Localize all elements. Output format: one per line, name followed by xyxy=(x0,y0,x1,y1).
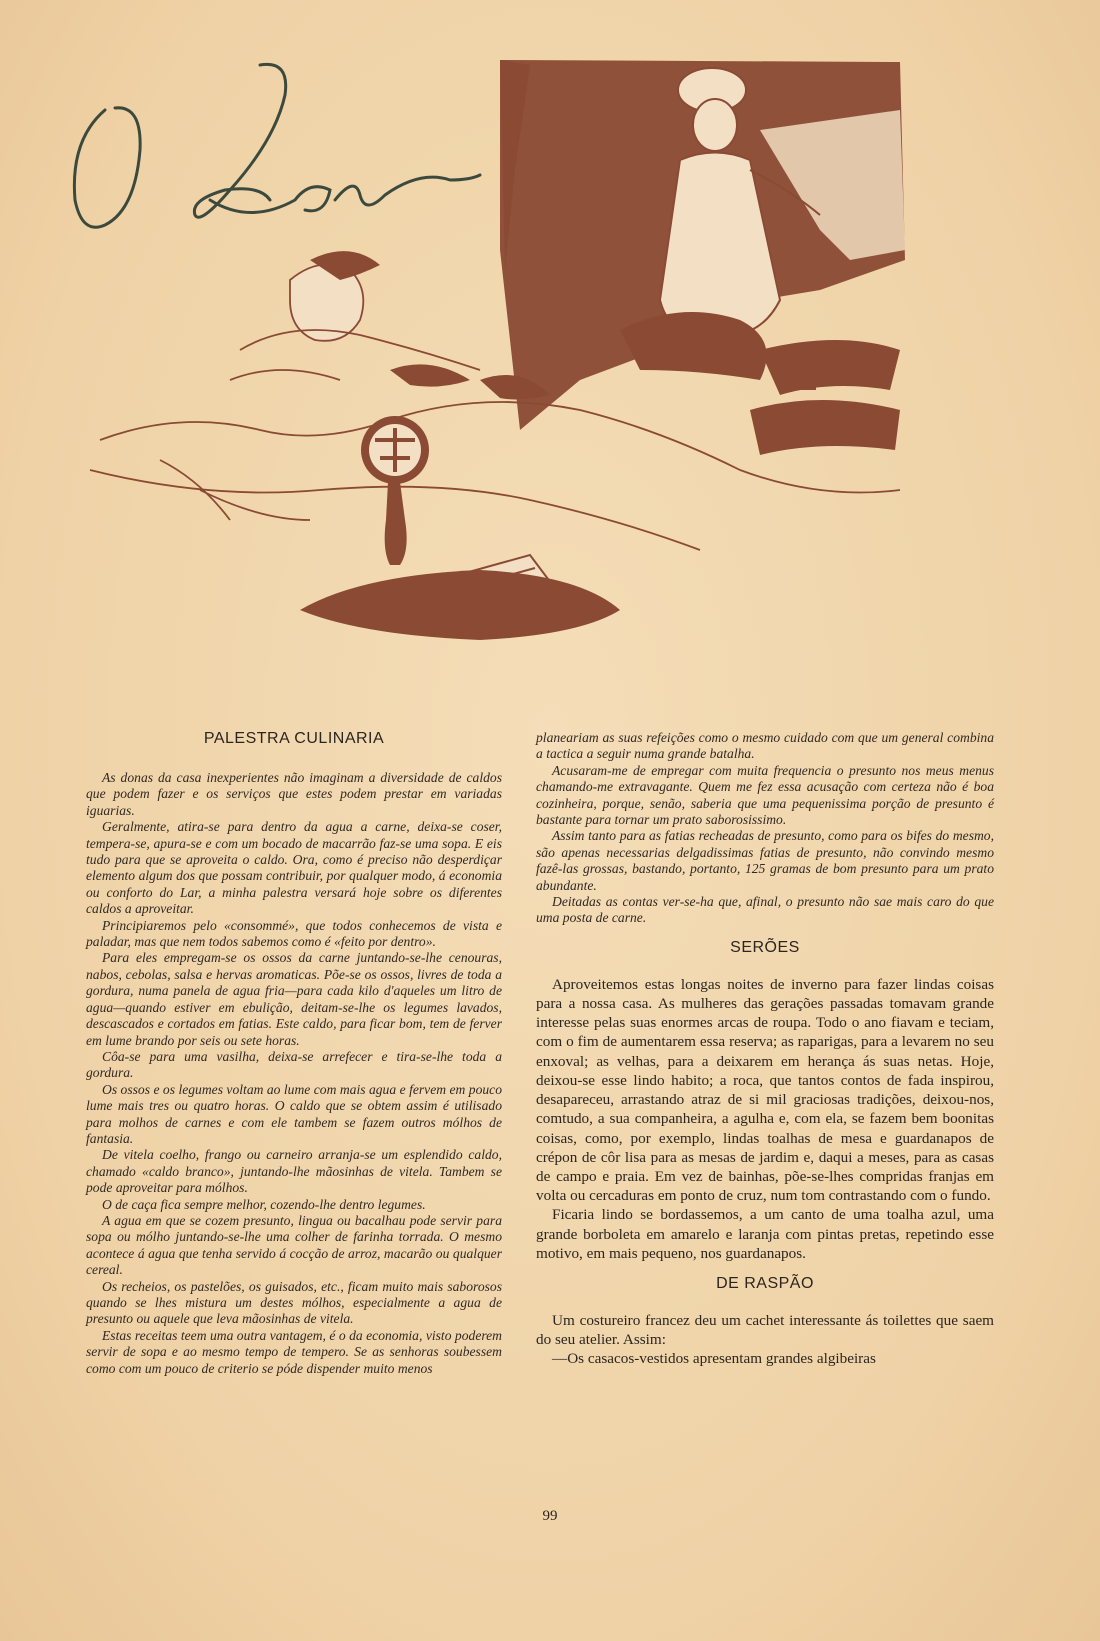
article-paragraph-continued: planeariam as suas refeições como o mesmo cuidado com que um general combina a tactica a seguir numa grande batalha. xyxy=(536,730,994,762)
article-paragraph: Assim tanto para as fatias recheadas de presunto, como para os bifes do mesmo, são apenas necessarias delgadissimas fatias de presunto, não convindo mesmo fazê-las grossas, bastando, portanto, 125 gramas de bom presunto para um prato abundante. xyxy=(536,828,994,893)
article-paragraph: Para eles empregam-se os ossos da carne juntando-se-lhe cenouras, nabos, cebolas, salsa e hervas aromaticas. Põe-se os ossos, livres de toda a gordura, numa panela de agua fria—para cada kilo d'aqueles um litro de agua—quando estiver em ebulição, deitam-se-lhe os legumes lavados, descascados e cortados em fatias. Este caldo, para ficar bom, tem de ferver em lume brando por seis ou sete horas. xyxy=(86,950,502,1048)
page-number: 99 xyxy=(542,1508,558,1524)
article-paragraph: Os ossos e os legumes voltam ao lume com mais agua e fervem em pouco lume mais tres ou quatro horas. O caldo que se obtem assim é utilisado para molhos de carnes e com ele tambem se fazem outros mólhos de fantasia. xyxy=(86,1081,502,1146)
article-paragraph: De vitela coelho, frango ou carneiro arranja-se um esplendido caldo, chamado «caldo branco», juntando-lhe mãosinhas de vitela. Tambem se pode aproveitar para mólhos. xyxy=(86,1147,502,1196)
article-paragraph: Principiaremos pelo «consommé», que todos conhecemos de vista e paladar, mas que nem todos sabemos como é «feito por dentro». xyxy=(86,917,502,950)
seroes-heading: SERÕES xyxy=(730,938,800,956)
masthead-illustration xyxy=(60,50,960,670)
de-raspao-heading: DE RASPÃO xyxy=(716,1274,814,1292)
de-raspao-paragraph: —Os casacos-vestidos apresentam grandes algibeiras xyxy=(552,1350,876,1368)
article-paragraph: Acusaram-me de empregar com muita frequencia o presunto nos meus menus chamando-me extravagante. Quem me fez essa acusação com certeza não é boa cozinheira, porque, senão, saberia que uma pequenissima porção de presunto é bastante para tornar um prato saborosissimo. xyxy=(536,762,994,828)
seroes-paragraph: Aproveitemos estas longas noites de inverno para fazer lindas coisas para a nossa casa. As mulheres das gerações passadas tomavam grande interesse pelas suas enormes arcas de roupa. Todo o ano fiavam e teciam, com o fim de aumentarem essa reserva; as raparigas, para a levarem no seu enxoval; as velhas, para a deixarem em herança ás suas netas. Hoje, deixou-se esse lindo habito; a roca, que tantos contos de fada inspirou, desapareceu, arrastando atraz de si mil graciosas tradições, deixou-nos, comtudo, a sua companheira, a agulha e, com ela, se fazem bem boonitas coisas, como, por exemplo, lindas toalhas de mesa e guardanapos de crépon de côr lisa para as mesas de jardim e, daqui a meses, para as casas de campo e praia. Em vez de bainhas, põe-se-lhes compridas franjas em volta ou cercaduras em ponto de cruz, num tom contrastando com o fundo. xyxy=(536,975,994,1205)
article-paragraph: O de caça fica sempre melhor, cozendo-lhe dentro legumes. xyxy=(102,1196,426,1212)
left-column xyxy=(86,730,502,1377)
article-paragraph: Geralmente, atira-se para dentro da agua a carne, deixa-se coser, tempera-se, apura-se e com um bocado de macarrão faz-se uma sopa. E eis tudo para que se aproveita o caldo. Ora, como é preciso não desperdiçar elemento algum dos que possam contribuir, por qualquer modo, á economia ou conforto do Lar, a minha palestra versará hoje sobre os diferentes caldos a aproveitar. xyxy=(86,819,502,917)
article-paragraph: Os recheios, os pastelões, os guisados, etc., ficam muito mais saborosos quando se lhes mistura um destes mólhos, especialmente a agua de presunto ou aquele que leva mãosinhas de vitela. xyxy=(86,1278,502,1327)
masthead-drawing xyxy=(60,50,960,670)
right-column xyxy=(536,730,994,1369)
de-raspao-paragraph: Um costureiro francez deu um cachet interessante ás toilettes que saem do seu atelier. Assim: xyxy=(536,1311,994,1349)
seroes-paragraph: Ficaria lindo se bordassemos, a um canto de uma toalha azul, uma grande borboleta em amarelo e laranja com pintas pretas, repetindo esse motivo, em mais pequeno, nos guardanapos. xyxy=(536,1206,994,1262)
article-paragraph: As donas da casa inexperientes não imaginam a diversidade de caldos que podem fazer e os serviços que estes podem prestar em variadas iguarias. xyxy=(86,770,502,818)
article-paragraph: Estas receitas teem uma outra vantagem, é o da economia, visto poderem servir de sopa e ao mesmo tempo de tempero. Se as senhoras soubessem como com um pouco de criterio se póde dispender muito menos xyxy=(86,1327,502,1376)
article-paragraph: Côa-se para uma vasilha, deixa-se arrefecer e tira-se-lhe toda a gordura. xyxy=(86,1048,502,1081)
article-paragraph: A agua em que se cozem presunto, lingua ou bacalhau pode servir para sopa ou mólho juntando-se-lhe uma colher de farinha torrada. O mesmo acontece á agua que tenha servido á cocção de arroz, macarão ou qualquer cereal. xyxy=(86,1212,502,1278)
palestra-culinaria-heading: PALESTRA CULINARIA xyxy=(203,730,385,747)
article-paragraph: Deitadas as contas ver-se-ha que, afinal, o presunto não sae mais caro do que uma posta de carne. xyxy=(536,894,994,926)
